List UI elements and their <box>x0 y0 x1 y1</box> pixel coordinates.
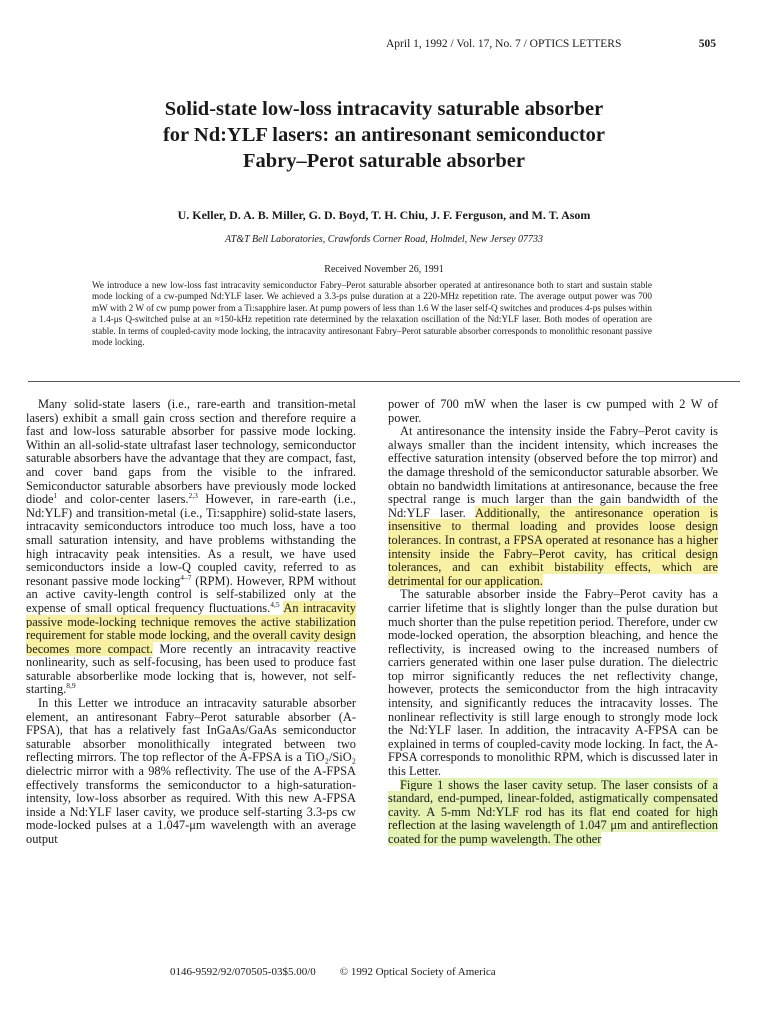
reference-mark: 1 <box>53 491 58 501</box>
text-run: Many solid-state lasers (i.e., rare-earth and transition-metal lasers) exhibit a small gain cross section and therefore require a fast and low-loss saturable absorber for passive mode locking. Within an all-solid-state ultrafast laser technology, semiconductor saturable absorbers have the advantage that they are compact, fast, and cover band gaps from the visible to the infrared. Semiconductor saturable absorbers have previously mode locked diode <box>26 397 356 507</box>
paper-title <box>60 96 708 174</box>
received-date: Received November 26, 1991 <box>324 264 444 275</box>
reference-mark: 4,5 <box>270 599 280 609</box>
paragraph-antiresonance <box>388 425 718 588</box>
footer-copyright: © 1992 Optical Society of America <box>339 966 496 978</box>
title-line-1: Solid-state low-loss intracavity saturable absorber <box>164 98 604 120</box>
paragraph-cavity-setup <box>388 779 718 847</box>
title-line-2: for Nd:YLF lasers: an antiresonant semiconductor <box>162 124 606 146</box>
footer <box>170 966 496 978</box>
running-head <box>386 38 716 50</box>
affiliation: AT&T Bell Laboratories, Crawfords Corner Road, Holmdel, New Jersey 07733 <box>225 234 543 245</box>
paragraph-letter-intro: In this Letter we introduce an intracavity saturable absorber element, an antiresonant Fabry–Perot saturable absorber (A-FPSA), that has a relatively fast InGaAs/GaAs semiconductor saturable absorber monolithically integrated between two reflecting mirrors. The top reflector of the A-FPSA is a TiO₂/SiO₂ dielectric mirror with a 98% reflectivity. The use of the A-FPSA effectively transforms the semiconductor to a high-saturation-intensity, low-loss absorber as required. With this new A-FPSA inside a Nd:YLF laser cavity, we produce self-starting 3.3-ps cw mode-locked pulses at a 1.047-μm wavelength with an average output <box>26 696 356 846</box>
running-head-citation: April 1, 1992 / Vol. 17, No. 7 / OPTICS LETTERS <box>386 38 622 50</box>
reference-mark: 8,9 <box>66 681 76 691</box>
text-run: More recently an intracavity reactive nonlinearity, such as self-focusing, has been used to produce fast saturable absorberlike mode locking that is, however, not self-starting. <box>26 641 356 697</box>
text-run: (RPM). However, RPM without an active cavity-length control is self-stabilized only at the expense of small optical frequency fluctuations. <box>26 573 356 615</box>
page-number: 505 <box>698 38 716 50</box>
footer-code: 0146-9592/92/070505-03$5.00/0 <box>170 966 316 978</box>
paragraph-carrier-lifetime: The saturable absorber inside the Fabry–Perot cavity has a carrier lifetime that is slightly longer than the pulse duration but much shorter than the pulse repetition period. Therefore, under cw mode-locked operation, the absorption bleaching, and hence the reflectivity, is increased owing to the increased numbers of carriers generated within one laser pulse duration. The dielectric top mirror significantly reduces the net reflectivity change, however, protects the semiconductor from the high intracavity intensity, and significantly reduces the intracavity losses. The nonlinear reflectivity is still large enough to strongly mode lock the Nd:YLF laser. In addition, the intracavity A-FPSA can be explained in terms of coupled-cavity mode locking. In fact, the A-FPSA corresponds to monolithic RPM, which is discussed later in this Letter. <box>388 587 718 779</box>
highlighted-passage-green: Figure 1 shows the laser cavity setup. The laser consists of a standard, end-pumped, linear-folded, astigmatically compensated cavity. A 5-mm Nd:YLF rod has its flat end coated for high reflection at the lasing wavelength of 1.047 μm and antireflection coated for the pump wavelength. The other <box>388 777 718 846</box>
author-list: U. Keller, D. A. B. Miller, G. D. Boyd, T. H. Chiu, J. F. Ferguson, and M. T. Asom <box>177 208 591 222</box>
highlighted-passage: An intracavity passive mode-locking technique removes the active stabilization requirement for stable mode locking, and the overall cavity design becomes more compact. <box>26 600 356 656</box>
reference-mark: 2,3 <box>188 491 198 501</box>
left-column <box>26 398 356 847</box>
highlighted-passage: Additionally, the antiresonance operation is insensitive to thermal loading and provides loose design tolerances. In contrast, a FPSA operated at resonance has a higher intensity inside the Fabry–Perot cavity, has critical design tolerances, and can exhibit bistability effects, which are detrimental for our application. <box>388 505 718 588</box>
reference-mark: 4–7 <box>180 572 192 582</box>
paragraph-continued: power of 700 mW when the laser is cw pumped with 2 W of power. <box>388 397 718 425</box>
abstract: We introduce a new low-loss fast intracavity semiconductor Fabry–Perot saturable absorber operated at antiresonance both to start and sustain stable mode locking of a cw-pumped Nd:YLF laser. We achieved a 3.3-ps pulse duration at a 220-MHz repetition rate. The average output power was 700 mW with 2 W of cw pump power from a Ti:sapphire laser. At pump powers of less than 1.6 W the laser self-Q switches and produces 4-ps pulses within a 1.4-μs Q-switched pulse at an ≈150-kHz repetition rate determined by the relaxation oscillation of the Nd:YLF laser. Both modes of operation are stable. In terms of coupled-cavity mode locking, the intracavity antiresonant Fabry–Perot saturable absorber corresponds to monolithic resonant passive mode locking. <box>92 280 652 348</box>
text-run: At antiresonance the intensity inside the Fabry–Perot cavity is always smaller than the incident intensity, which increases the effective saturation intensity (observed before the top mirror) and the damage threshold of the semiconductor saturable absorber. We obtain no bandwidth limitations at antiresonance, because the free spectral range is much larger than the gain bandwidth of the Nd:YLF laser. <box>388 424 718 520</box>
right-column <box>388 398 718 847</box>
section-divider <box>28 381 740 382</box>
title-line-3: Fabry–Perot saturable absorber <box>242 150 526 172</box>
text-run: and color-center lasers. <box>57 492 189 507</box>
paragraph-intro <box>26 398 356 697</box>
text-run: However, in rare-earth (i.e., Nd:YLF) and transition-metal (i.e., Ti:sapphire) solid-state lasers, intracavity semiconductors introduce too much loss, have a too small saturation intensity, and have problems withstanding the high intracavity peak intensities. As a result, we have used semiconductors inside a low-Q coupled cavity, referred to as resonant passive mode locking <box>26 492 357 588</box>
